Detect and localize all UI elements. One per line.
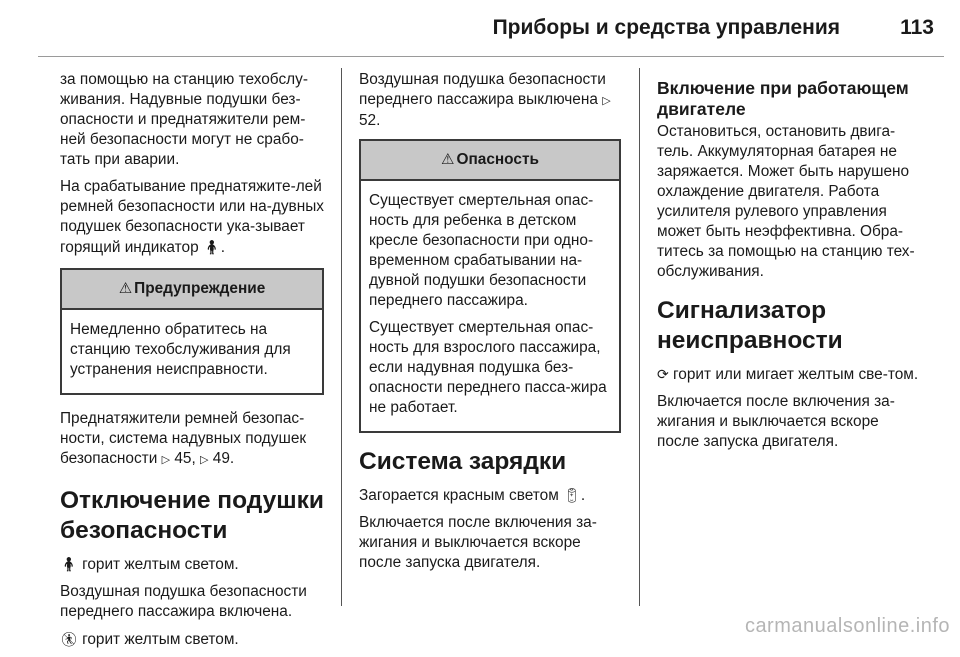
paragraph: 🚷︎ горит желтым светом. <box>60 631 239 648</box>
paragraph: 🧍︎ горит желтым светом. <box>60 556 239 573</box>
airbag-on-icon: 🧍︎ <box>60 556 78 572</box>
paragraph: ⟳ горит или мигает желтым све-том. <box>657 366 919 383</box>
page-header-title: Приборы и средства управления <box>492 16 840 39</box>
page-number: 113 <box>900 16 934 39</box>
warning-box-body: Немедленно обратитесь на станцию техобслуживания для устранения неисправности. <box>70 321 291 378</box>
column-divider-1 <box>341 68 342 606</box>
section-heading: Сигнализатор неисправности <box>657 297 843 354</box>
airbag-off-icon: 🚷︎ <box>60 631 78 647</box>
column-divider-2 <box>639 68 640 606</box>
subsection-heading: Включение при работающем двигателе <box>657 78 909 119</box>
section-heading: Отключение подушки безопасности <box>60 487 324 544</box>
danger-box-body: Существует смертельная опас-ность для ребенка в детском кресле безопасности при одно-временном срабатывании на-дувной подушки безопасности переднего пассажира. Существует смертельная опас-ность для взрослого пассажира, если надувная подушка без-опасности переднего пасса-жира не работает. <box>369 192 607 416</box>
paragraph: Остановиться, остановить двига-тель. Аккумуляторная батарея не заряжается. Может быть нарушено охлаждение двигателя. Работа усилителя рулевого управления может быть неэффективна. Обра-титесь за помощью на станцию тех-обслуживания. <box>657 123 915 280</box>
column-2 <box>359 70 621 580</box>
paragraph: Загорается красным светом 🔋︎. <box>359 487 586 504</box>
page-reference[interactable]: 45 <box>174 450 192 467</box>
section-heading: Система зарядки <box>359 448 567 475</box>
paragraph: На срабатывание преднатяжите-лей ремней безопасности или на-дувных подушек безопасности ука-зывает горящий индикатор 🧍︎. <box>60 178 324 256</box>
passenger-airbag-icon: 🧍︎ <box>202 239 221 255</box>
paragraph: Включается после включения за-жигания и выключается вскоре после запуска двигателя. <box>359 514 597 571</box>
watermark: carmanualsonline.info <box>744 615 950 637</box>
paragraph: за помощью на станцию техобслу-живания. Надувные подушки без-опасности и преднатяжители рем-ней безопасности могут не срабо-тать при аварии. <box>60 71 308 168</box>
paragraph: Включается после включения за-жигания и выключается вскоре после запуска двигателя. <box>657 393 895 450</box>
column-3 <box>657 70 919 459</box>
page-reference-arrow-icon[interactable]: ▷ <box>161 454 171 466</box>
warning-triangle-icon: ⚠ <box>118 280 133 297</box>
paragraph: Воздушная подушка безопасности переднего пассажира выключена ▷ 52. <box>359 71 611 129</box>
danger-box <box>359 139 621 433</box>
warning-box-header: ⚠ Предупреждение <box>62 270 322 310</box>
page-reference[interactable]: 52 <box>359 112 377 129</box>
header-rule <box>38 56 944 57</box>
steering-fault-icon: ⟳ <box>657 366 669 382</box>
battery-icon: 🔋︎ <box>563 487 581 503</box>
page-reference-arrow-icon[interactable]: ▷ <box>602 95 611 107</box>
page-reference[interactable]: 49 <box>212 450 230 467</box>
warning-box <box>60 268 324 395</box>
paragraph: Преднатяжители ремней безопас-ности, система надувных подушек безопасности ▷ 45, ▷ 49. <box>60 409 324 470</box>
column-1 <box>60 70 324 657</box>
page-reference-arrow-icon[interactable]: ▷ <box>200 454 209 466</box>
paragraph: Воздушная подушка безопасности переднего пассажира включена. <box>60 583 307 620</box>
danger-box-header: ⚠ Опасность <box>361 141 619 181</box>
warning-triangle-icon: ⚠ <box>441 151 455 168</box>
